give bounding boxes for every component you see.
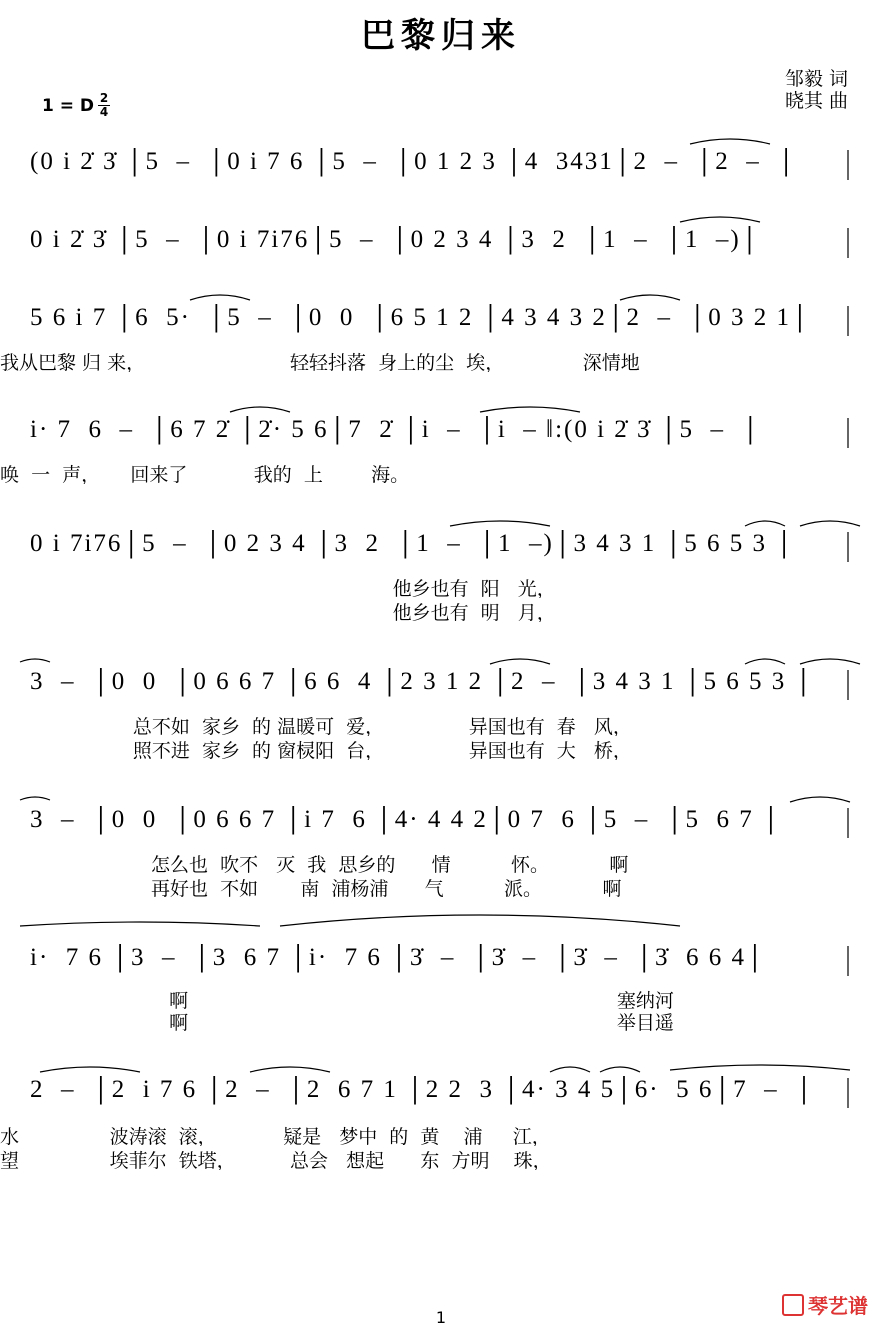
beams-and-slurs xyxy=(0,530,882,578)
beams-and-slurs xyxy=(0,1076,882,1124)
beams-and-slurs xyxy=(0,944,882,992)
beams-and-slurs xyxy=(0,806,882,854)
notation-line: 2 – │2 i 7 6 │2 – │2 6 7 1 │2 2 3 │4· 3 4 5│6· 5 6│7 – │ xyxy=(30,1076,815,1103)
lyric-verse-1: 我从巴黎 归 来， 轻轻抖落 身上的尘 埃， 深情地 xyxy=(0,352,640,372)
notation-line: i· 7 6 – │6 7 2̇ │2̇· 5 6│7 2̇ │i – │i – ‖:(0 i 2̇ 3̇ │5 – │ xyxy=(30,416,762,443)
logo-icon xyxy=(782,1294,804,1316)
lyric-verse-1: 总不如 家乡 的 温暖可 爱， 异国也有 春 风， xyxy=(0,716,632,736)
lyric-verse-2: 照不进 家乡 的 窗棂阳 台， 异国也有 大 桥， xyxy=(0,740,632,760)
time-sig-numerator: 2 xyxy=(99,91,109,105)
lyric-verse-2: 望 埃菲尔 铁塔， 总会 想起 东 方明 珠， xyxy=(0,1150,552,1170)
time-signature xyxy=(98,92,110,119)
beams-and-slurs xyxy=(0,226,882,274)
lyric-verse-2: 啊 举目遥 xyxy=(0,1012,674,1032)
page-number: 1 xyxy=(435,1308,447,1327)
notation-line: 0 i 7i76│5 – │0 2 3 4 │3 2 │1 – │1 –)│3 4 3 1 │5 6 5 3 │ xyxy=(30,530,795,557)
lyric-verse-2: 再好也 不如 南 浦杨浦 气 派。 啊 xyxy=(0,878,622,898)
notation-line: 5 6 i 7 │6 5· │5 – │0 0 │6 5 1 2 │4 3 4 3 2│2 – │0 3 2 1│ xyxy=(30,304,811,331)
notation-line: 0 i 2̇ 3̇ │5 – │0 i 7i76│5 – │0 2 3 4 │3 2 │1 – │1 –)│ xyxy=(30,226,761,253)
notation-line: i· 7 6 │3 – │3 6 7 │i· 7 6 │3̇ – │3̇ – │3̇ – │3̇ 6 6 4│ xyxy=(30,944,766,971)
lyric-verse-1: 他乡也有 阳 光， xyxy=(0,578,556,598)
lyricist-credit: 邹毅 词 xyxy=(784,68,848,90)
notation-line: 3 – │0 0 │0 6 6 7 │6 6 4 │2 3 1 2 │2 – │3 4 3 1 │5 6 5 3 │ xyxy=(30,668,815,695)
beams-and-slurs xyxy=(0,416,882,464)
watermark-logo xyxy=(782,1290,868,1319)
lyric-verse-1: 啊 塞纳河 xyxy=(0,990,674,1010)
lyric-verse-2: 他乡也有 明 月， xyxy=(0,602,556,622)
lyric-verse-1: 水 波涛滚 滚， 疑是 梦中 的 黄 浦 江， xyxy=(0,1126,551,1146)
beams-and-slurs xyxy=(0,304,882,352)
composer-credit: 晓其 曲 xyxy=(784,90,848,112)
song-title: 巴黎归来 xyxy=(361,16,521,56)
lyric-verse-1: 唤 一 声， 回来了 我的 上 海。 xyxy=(0,464,410,484)
lyric-verse-1: 怎么也 吹不 灭 我 思乡的 情 怀。 啊 xyxy=(0,854,629,874)
notation-line: (0 i 2̇ 3̇ │5 – │0 i 7 6 │5 – │0 1 2 3 │4 3431│2 – │2 – │ xyxy=(30,148,797,175)
key-signature: 1 = D xyxy=(42,96,95,116)
beams-and-slurs xyxy=(0,148,882,196)
notation-line: 3 – │0 0 │0 6 6 7 │i 7 6 │4· 4 4 2│0 7 6 │5 – │5 6 7 │ xyxy=(30,806,782,833)
beams-and-slurs xyxy=(0,668,882,716)
time-sig-denominator: 4 xyxy=(99,105,109,119)
watermark-text: 琴艺谱 xyxy=(808,1294,868,1318)
